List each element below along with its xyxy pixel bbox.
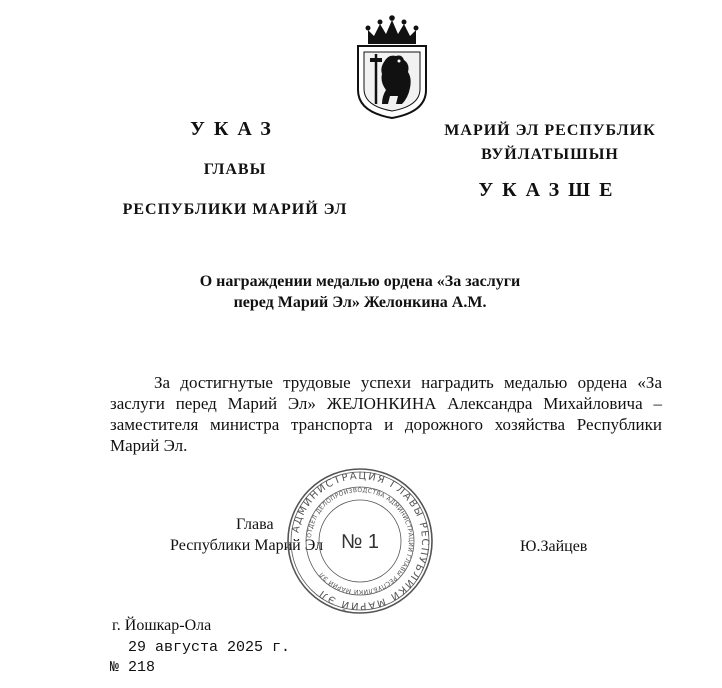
coat-of-arms-icon: [354, 12, 430, 120]
issue-place: г. Йошкар-Ола: [112, 617, 212, 634]
issue-date: 29 августа 2025 г.: [128, 639, 291, 656]
header-right-line2: ВУЙЛАТЫШЫН: [481, 146, 619, 163]
seal-outer-text: АДМИНИСТРАЦИЯ ГЛАВЫ РЕСПУБЛИКИ МАРИЙ ЭЛ: [290, 470, 431, 612]
header-right-line1: МАРИЙ ЭЛ РЕСПУБЛИК: [444, 122, 656, 139]
decree-title-ru: УКАЗ: [190, 118, 280, 140]
header-left-line2: РЕСПУБЛИКИ МАРИЙ ЭЛ: [122, 201, 348, 218]
official-stamp-icon: [285, 466, 435, 616]
header-right: [420, 118, 680, 202]
header-left: [100, 118, 370, 221]
position-line1: Глава: [236, 516, 274, 533]
subject-line2: перед Марий Эл» Желонкина А.М.: [233, 294, 487, 311]
seal-inner-text: ОТДЕЛ ДЕЛОПРОИЗВОДСТВА АДМИНИСТРАЦИИ ГЛАВЫ РЕСПУБЛИКИ МАРИЙ ЭЛ: [306, 486, 415, 596]
decree-body: За достигнутые трудовые успехи наградить медалью ордена «За заслуги перед Марий Эл» ЖЕЛОНКИНА Александра Михайловича – заместителя министра транспорта и дорожного хозяйства Республики Марий Эл.: [110, 373, 662, 455]
decree-number: № 218: [110, 659, 156, 676]
subject-line1: О награждении медалью ордена «За заслуги: [199, 273, 521, 290]
position-line2: Республики Марий Эл: [170, 537, 324, 554]
decree-subject: [150, 271, 570, 313]
header-left-line1: ГЛАВЫ: [203, 161, 267, 178]
seal-number: № 1: [340, 531, 380, 553]
decree-title-mari: УКАЗШЕ: [478, 179, 622, 201]
signatory-name: Ю.Зайцев: [520, 538, 588, 555]
